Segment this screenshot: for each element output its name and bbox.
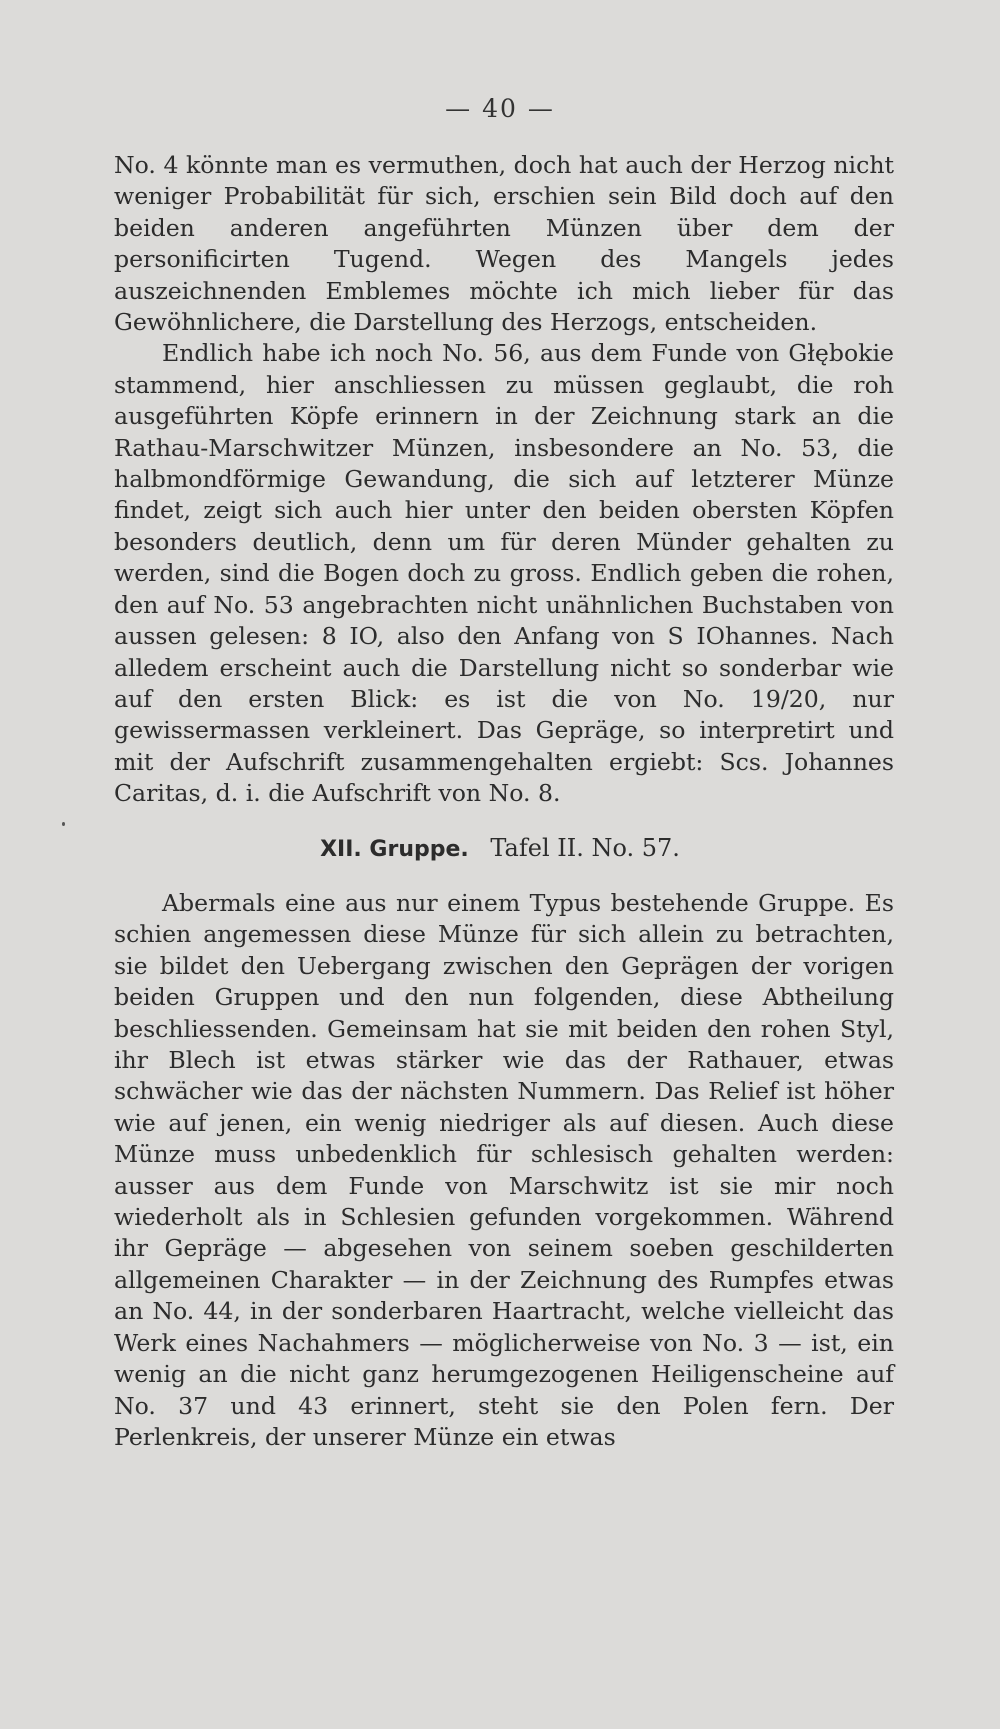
section-heading-title: XII. Gruppe.: [320, 837, 469, 862]
paragraph-no-56: Endlich habe ich noch No. 56, aus dem Funde von Głębokie stammend, hier anschliessen zu müssen geglaubt, die roh ausgeführten Köpfe erinnern in der Zeichnung stark an die Rathau-Marschwitzer Münzen, insbesondere an No. 53, die halbmondförmige Gewandung, die sich auf letzterer Münze findet, zeigt sich auch hier unter den beiden obersten Köpfen besonders deutlich, denn um für deren Münder gehalten zu werden, sind die Bogen doch zu gross. Endlich geben die rohen, den auf No. 53 angebrachten nicht unähnlichen Buchstaben von aussen gelesen: 8 IO, also den Anfang von S IOhannes. Nach alledem erscheint auch die Darstellung nicht so sonderbar wie auf den ersten Blick: es ist die von No. 19/20, nur gewissermassen verkleinert. Das Gepräge, so interpretirt und mit der Aufschrift zusammengehalten ergiebt: Scs. Johannes Caritas, d. i. die Aufschrift von No. 8.: [114, 339, 894, 808]
section-heading-reference: Tafel II. No. 57.: [490, 834, 680, 862]
paragraph-group-xii: Abermals eine aus nur einem Typus bestehende Gruppe. Es schien angemessen diese Münze für sich allein zu betrachten, sie bildet den Uebergang zwischen den Geprägen der vorigen beiden Gruppen und den nun folgenden, diese Abtheilung beschliessenden. Gemeinsam hat sie mit beiden den rohen Styl, ihr Blech ist etwas stärker wie das der Rathauer, etwas schwächer wie das der nächsten Nummern. Das Relief ist höher wie auf jenen, ein wenig niedriger als auf diesen. Auch diese Münze muss unbedenklich für schlesisch gehalten werden: ausser aus dem Funde von Marschwitz ist sie mir noch wiederholt als in Schlesien gefunden vorgekommen. Während ihr Gepräge — abgesehen von seinem soeben geschilderten allgemeinen Charakter — in der Zeichnung des Rumpfes etwas an No. 44, in der sonderbaren Haartracht, welche vielleicht das Werk eines Nachahmers — möglicherweise von No. 3 — ist, ein wenig an die nicht ganz herumgezogenen Heiligenscheine auf No. 37 und 43 erinnert, steht sie den Polen fern. Der Perlenkreis, der unserer Münze ein etwas: [114, 889, 894, 1451]
text-block-top: [114, 150, 894, 810]
paper-speck: [62, 822, 65, 826]
paragraph-continuation: No. 4 könnte man es vermuthen, doch hat auch der Herzog nicht weniger Probabilität für sich, erschien sein Bild doch auf den beiden anderen angeführten Münzen über dem der personificirten Tugend. Wegen des Mangels jedes auszeichnenden Emblemes möchte ich mich lieber für das Gewöhnlichere, die Darstellung des Herzogs, entscheiden.: [114, 151, 894, 337]
section-heading: [0, 834, 1000, 862]
page-number: — 40 —: [445, 94, 555, 123]
text-block-bottom: [114, 888, 894, 1453]
